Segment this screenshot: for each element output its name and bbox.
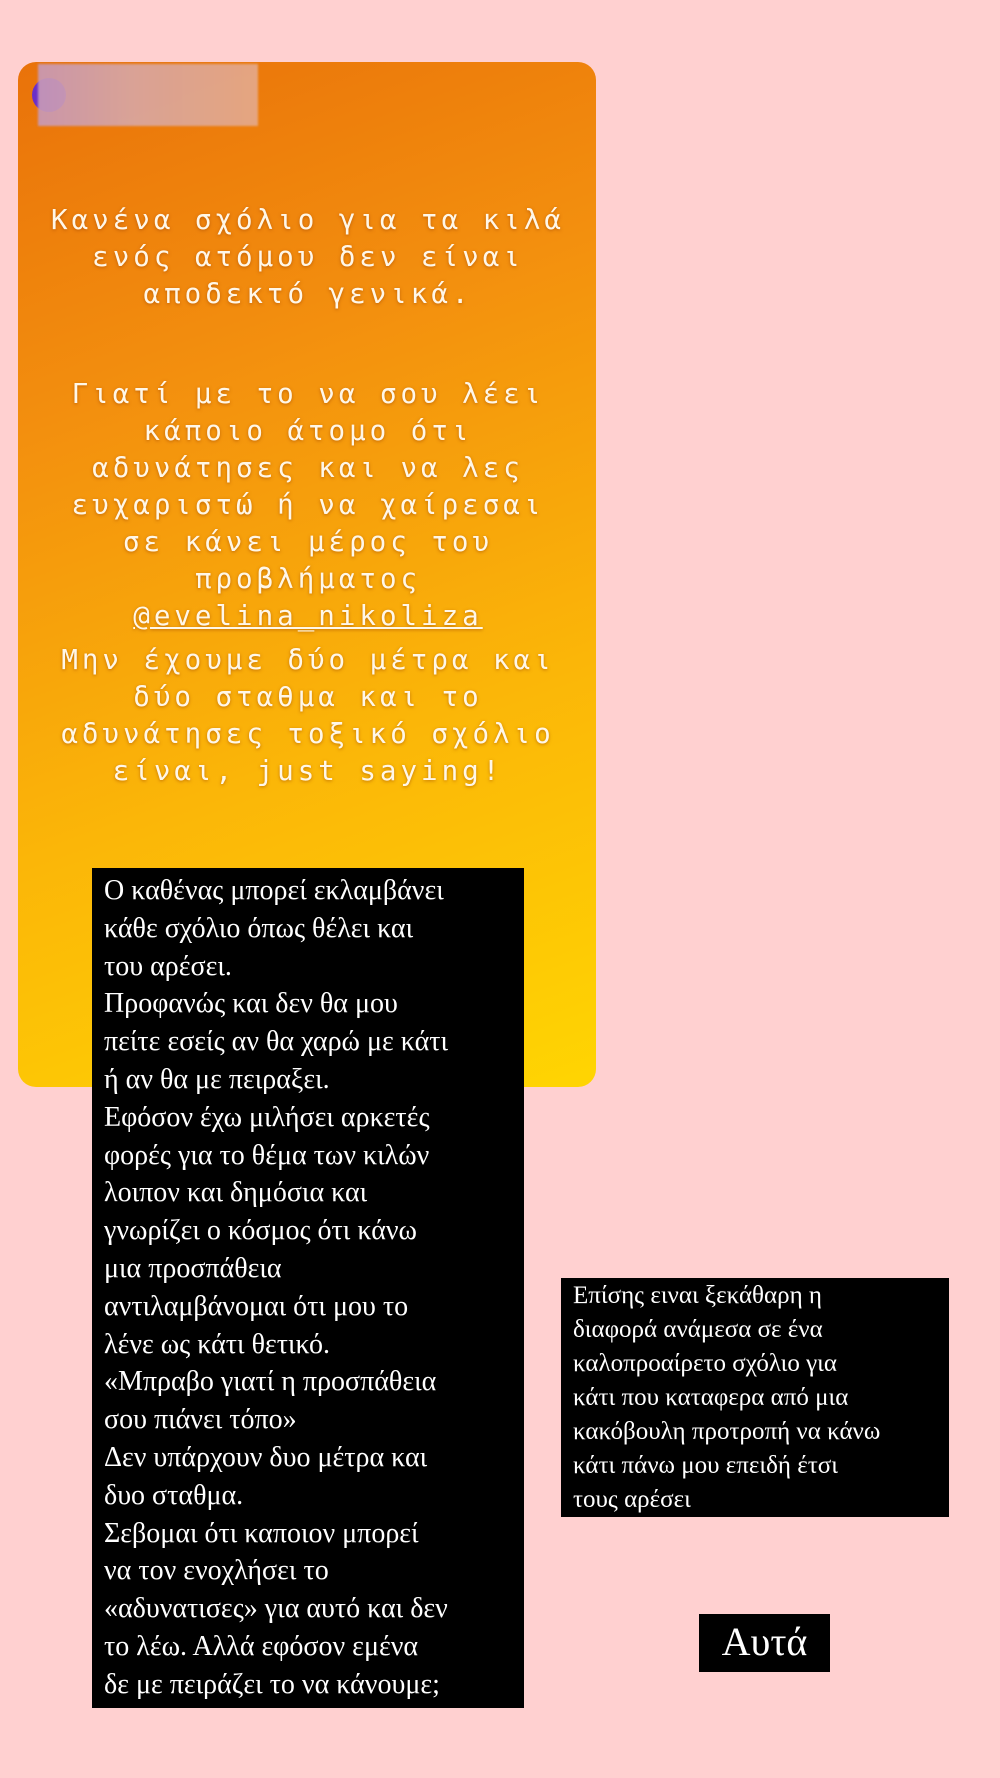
text-line: δε με πειράζει το να κάνουμε; [104, 1668, 440, 1700]
story-paragraph-2 [38, 376, 578, 635]
blurred-username [38, 64, 258, 126]
story-line: αδυνάτησες και να λες [92, 452, 524, 484]
text-line: Επίσης ειναι ξεκάθαρη η [573, 1282, 822, 1309]
text-line: σου πιάνει τόπο» [104, 1404, 297, 1436]
text-line: αντιλαμβάνομαι ότι μου το [104, 1290, 409, 1322]
story-line: αποδεκτό γενικά. [143, 278, 473, 310]
text-line: Ο καθένας μπορεί εκλαμβάνει [104, 875, 444, 906]
story-paragraph-3 [38, 642, 578, 790]
story-line: ενός ατόμου δεν είναι [92, 241, 524, 273]
text-line: ή αν θα με πειραξει. [104, 1063, 330, 1095]
small-label-box: Αυτά [699, 1614, 830, 1672]
text-line: λοιπον και δημόσια και [104, 1177, 368, 1209]
text-line: Προφανώς και δεν θα μου [104, 988, 398, 1020]
text-line: καλοπροαίρετο σχόλιο για [573, 1350, 837, 1377]
story-line: κάποιο άτομο ότι [143, 415, 473, 447]
story-line: δύο σταθμα και το [133, 681, 483, 713]
story-line: είναι, just saying! [112, 755, 504, 787]
text-line: λένε ως κάτι θετικό. [104, 1328, 331, 1360]
story-paragraph-1 [38, 202, 578, 313]
text-line: τους αρέσει [573, 1486, 691, 1513]
story-line: προβλήματος [194, 563, 422, 595]
text-line: κάτι πάνω μου επειδή έτσι [573, 1452, 838, 1479]
text-line: μια προσπάθεια [104, 1252, 282, 1284]
text-line: πείτε εσείς αν θα χαρώ με κάτι [104, 1026, 449, 1058]
text-line: να τον ενοχλήσει το [104, 1555, 329, 1587]
text-line: κάτι που καταφερα από μια [573, 1384, 849, 1411]
text-line: Εφόσον έχω μιλήσει αρκετές [104, 1101, 430, 1133]
mention-link[interactable]: @evelina_nikoliza [133, 600, 483, 632]
text-line: κάθε σχόλιο όπως θέλει και [104, 912, 414, 944]
text-line: το λέω. Αλλά εφόσον εμένα [104, 1630, 419, 1662]
main-text-box [92, 868, 524, 1708]
text-line: γνωρίζει ο κόσμος ότι κάνω [104, 1215, 417, 1247]
text-line: φορές για το θέμα των κιλών [104, 1139, 430, 1171]
text-line: του αρέσει. [104, 950, 232, 982]
text-line: «αδυνατισες» για αυτό και δεν [104, 1593, 448, 1625]
text-line: «Μπραβο γιατί η προσπάθεια [104, 1366, 437, 1398]
story-line: σε κάνει μέρος του [122, 526, 493, 558]
text-line: δυο σταθμα. [104, 1479, 244, 1511]
text-line: διαφορά ανάμεσα σε ένα [573, 1316, 823, 1343]
text-line: Δεν υπάρχουν δυο μέτρα και [104, 1441, 428, 1473]
story-line: Γιατί με το να σου λέει [71, 378, 545, 410]
side-text-box [561, 1278, 949, 1517]
story-line: αδυνάτησες τοξικό σχόλιο [61, 718, 555, 750]
story-line: Κανένα σχόλιο για τα κιλά [51, 204, 565, 236]
text-line: Σεβομαι ότι καποιον μπορεί [104, 1517, 419, 1549]
story-line: Μην έχουμε δύο μέτρα και [61, 644, 555, 676]
story-line: ευχαριστώ ή να χαίρεσαι [71, 489, 545, 521]
text-line: κακόβουλη προτροπή να κάνω [573, 1418, 881, 1445]
